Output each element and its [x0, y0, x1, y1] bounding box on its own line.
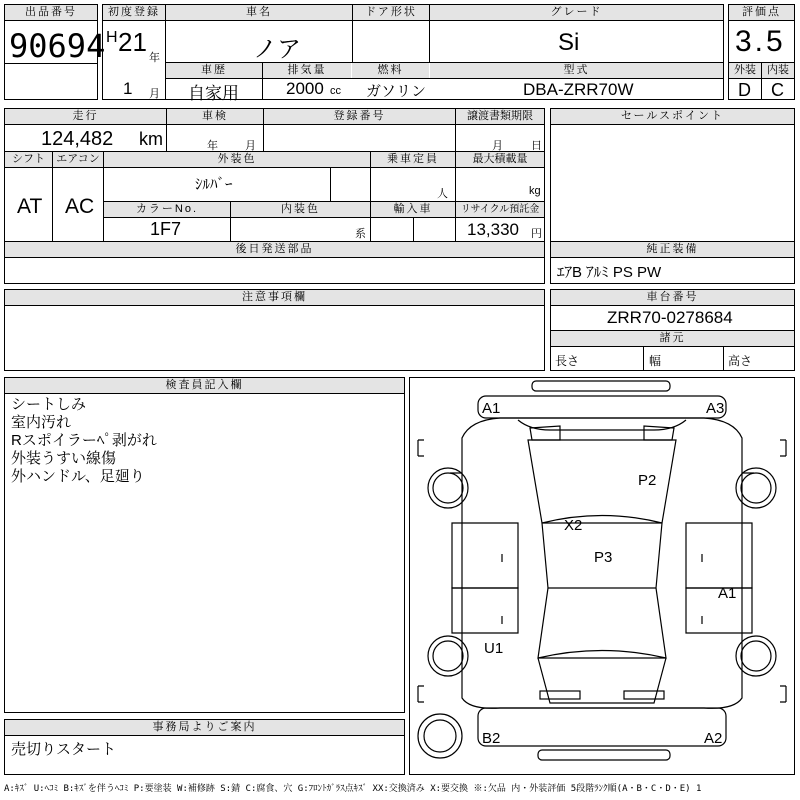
exterior-grade: D [738, 80, 751, 100]
grade-value: Si [558, 29, 580, 56]
diagram-mark: P3 [594, 549, 613, 566]
inspector-note-line: 室内汚れ [11, 414, 72, 431]
reg-no-label: 登録番号 [264, 109, 455, 124]
width-label: 幅 [649, 354, 662, 368]
ac-value: AC [65, 195, 95, 218]
door-label: ドア形状 [353, 5, 429, 20]
diagram-mark: A1 [482, 400, 501, 417]
sales-point-label: セールスポイント [551, 109, 794, 124]
color-no-label: カラーNo. [104, 202, 230, 217]
history-label: 車歴 [166, 63, 262, 78]
chassis-label: 車台番号 [551, 290, 794, 305]
lot-number-label: 出品番号 [5, 5, 97, 20]
notes-label: 注意事項欄 [5, 290, 544, 305]
fuel-value: ガソリン [366, 83, 427, 100]
history-value: 自家用 [188, 84, 239, 103]
recycle-label: リサイクル預託金 [456, 202, 544, 217]
sales-point-box [550, 108, 795, 284]
interior-label: 内装 [762, 63, 794, 78]
shift-label: シフト [5, 152, 52, 167]
displacement-label: 排気量 [263, 63, 351, 78]
score-value: 3.5 [735, 25, 786, 58]
car-name-label: 車名 [166, 5, 352, 20]
diagram-mark: A3 [706, 400, 725, 417]
mileage-label: 走行 [5, 109, 166, 124]
max-load-unit: kg [529, 185, 541, 197]
displacement-unit: cc [330, 85, 341, 97]
transfer-month-unit: 月 [492, 140, 503, 152]
displacement-value: 2000 [286, 79, 324, 98]
inspector-note-line: Rスポイラーﾍﾟ剥がれ [11, 432, 157, 449]
car-name: ノア [253, 36, 301, 63]
ac-label: エアコン [53, 152, 103, 167]
grade-label: グレード [430, 5, 723, 20]
car-outline-drawing [410, 378, 794, 774]
diagram-mark: A2 [704, 730, 723, 747]
ext-color-label: 外装色 [104, 152, 370, 167]
year-unit: 年 [149, 52, 160, 64]
interior-grade: C [771, 80, 784, 100]
inspection-month-unit: 月 [245, 140, 256, 152]
month-unit: 月 [149, 88, 160, 100]
model-label: 型式 [430, 63, 723, 78]
lot-number: 90694 [9, 27, 106, 65]
mileage-unit: km [139, 129, 163, 149]
int-color-label: 内装色 [231, 202, 370, 217]
inspector-notes [11, 396, 157, 486]
legend-text: A:ｷｽﾞ U:ﾍｺﾐ B:ｷｽﾞを伴うﾍｺﾐ P:要塗装 W:補修跡 S:錆 C:腐食、穴 G:ﾌﾛﾝﾄｶﾞﾗｽ点ｷｽﾞ XX:交換済み X:要交換 ※:欠品 内・外装評価 5段階ﾗﾝｸ順(A・B・C・D・E) 1 [4, 784, 702, 794]
inspection-label: 車検 [167, 109, 263, 124]
notes-box [4, 289, 545, 371]
inspector-note-line: シートしみ [11, 396, 87, 413]
shift-value: AT [17, 195, 43, 218]
recycle-unit: 円 [531, 228, 542, 240]
lot-number-box [4, 4, 106, 100]
diagram-mark: A1 [718, 585, 737, 602]
exterior-label: 外装 [729, 63, 761, 78]
vehicle-details-box [4, 108, 545, 284]
mileage-value: 124,482 [41, 128, 114, 150]
color-no-value: 1F7 [150, 219, 182, 239]
chassis-number: ZRR70-0278684 [607, 308, 733, 327]
score-box [728, 4, 795, 100]
inspector-box [4, 377, 405, 713]
import-label: 輸入車 [371, 202, 455, 217]
office-text: 売切りスタート [11, 741, 117, 758]
first-registration-box [102, 4, 724, 103]
length-label: 長さ [555, 354, 580, 368]
diagram-mark: X2 [564, 517, 583, 534]
dims-label: 諸元 [551, 331, 794, 346]
recycle-value: 13,330 [467, 220, 519, 239]
office-box [4, 719, 405, 775]
height-label: 高さ [728, 354, 753, 368]
int-color-unit: 系 [355, 228, 366, 240]
inspector-note-line: 外装うすい線傷 [11, 450, 117, 467]
capacity-unit: 人 [437, 188, 448, 200]
ext-color-value: ｼﾙﾊﾞｰ [195, 176, 233, 193]
diagram-mark: U1 [484, 640, 504, 657]
later-parts-label: 後日発送部品 [5, 242, 544, 257]
fuel-label: 燃料 [352, 63, 429, 78]
inspector-note-line: 外ハンドル、足廻り [11, 468, 145, 485]
equipment-value: ｴｱB ｱﾙﾐ PS PW [557, 264, 662, 281]
diagram-mark: B2 [482, 730, 501, 747]
max-load-label: 最大積載量 [456, 152, 544, 167]
office-label: 事務局よりご案内 [5, 720, 404, 735]
era-year: 21 [118, 27, 147, 57]
model-value: DBA-ZRR70W [523, 80, 634, 99]
capacity-label: 乗車定員 [371, 152, 455, 167]
equipment-label: 純正装備 [551, 242, 794, 257]
era: H [106, 29, 118, 46]
month-value: 1 [123, 79, 133, 98]
inspector-label: 検査員記入欄 [5, 378, 404, 393]
first-reg-label: 初度登録 [103, 5, 165, 20]
transfer-label: 譲渡書類期限 [456, 109, 544, 124]
score-label: 評価点 [729, 5, 794, 20]
transfer-day-unit: 日 [531, 140, 542, 152]
inspection-year-unit: 年 [207, 140, 218, 152]
chassis-box [550, 289, 795, 371]
car-diagram [409, 377, 795, 775]
diagram-mark: P2 [638, 472, 657, 489]
